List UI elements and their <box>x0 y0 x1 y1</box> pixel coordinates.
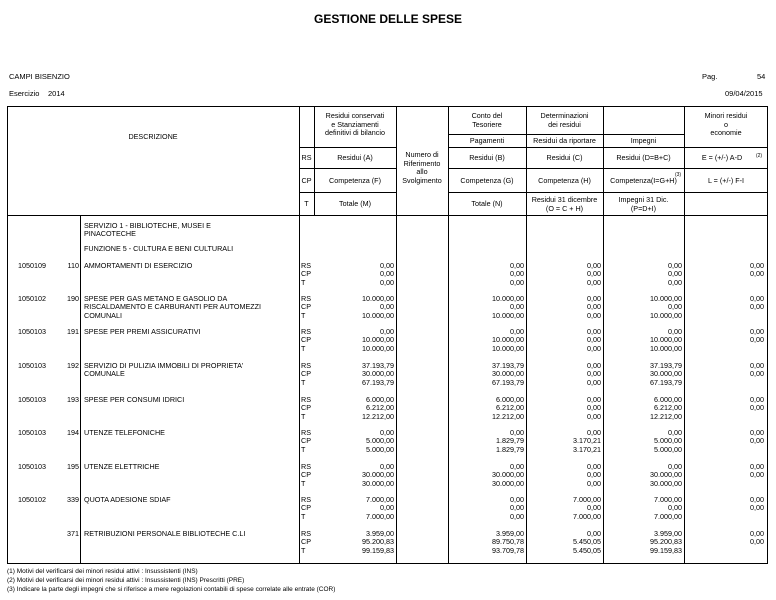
header-competenza-g: Competenza (G) <box>460 176 514 185</box>
header-descrizione: DESCRIZIONE <box>128 132 178 141</box>
row-type-t: T <box>301 343 306 353</box>
row-value-e: 0,00 <box>750 428 764 437</box>
row-value-c: 0,00 <box>587 470 601 480</box>
row-value-d: 95.200,83 <box>650 537 682 547</box>
row-value-e: 0,00 <box>750 495 764 504</box>
footnote: (1) Motivi del verificarsi dei minori residui attivi : Insussistenti (INS) <box>7 568 198 575</box>
row-value-a: 0,00 <box>380 327 394 336</box>
divider <box>299 192 396 193</box>
row-type-rs: RS <box>301 361 311 370</box>
row-value-a: 67.193,79 <box>362 377 394 387</box>
row-value-c: 0,00 <box>587 428 601 437</box>
page-title: GESTIONE DELLE SPESE <box>313 12 463 26</box>
row-value-d: 10.000,00 <box>650 335 682 345</box>
row-description: SERVIZIO DI PULIZIA IMMOBILI DI PROPRIETA' <box>84 361 244 370</box>
row-value-b: 0,00 <box>510 277 524 287</box>
row-value-e: 0,00 <box>750 403 764 413</box>
row-value-c: 0,00 <box>587 361 601 370</box>
row-value-d: 0,00 <box>668 302 682 312</box>
row-value-a: 30.000,00 <box>362 470 394 480</box>
row-value-b: 10.000,00 <box>492 294 524 303</box>
row-type-rs: RS <box>301 294 311 303</box>
header-line: (O = C + H) <box>545 203 584 213</box>
row-value-a: 7.000,00 <box>366 495 394 504</box>
row-value-d: 30.000,00 <box>650 470 682 480</box>
header-residui-31 <box>526 196 603 213</box>
row-value-d: 0,00 <box>668 503 682 513</box>
row-value-d: 0,00 <box>668 428 682 437</box>
row-value-b: 0,00 <box>510 511 524 521</box>
row-value-d: 30.000,00 <box>650 369 682 379</box>
row-type-cp: CP <box>301 470 311 480</box>
row-description: SPESE PER GAS METANO E GASOLIO DA <box>84 294 228 303</box>
row-value-c: 0,00 <box>587 411 601 421</box>
row-value-b: 6.000,00 <box>496 395 524 404</box>
header-line: Residui conservati <box>325 111 385 120</box>
row-description: RETRIBUZIONI PERSONALE BIBLIOTECHE C.LI <box>84 529 246 538</box>
row-value-a: 37.193,79 <box>362 361 394 370</box>
row-value-c: 0,00 <box>587 327 601 336</box>
header-l-formula: L = (+/-) F-I <box>707 176 745 185</box>
header-residui-a: Residui (A) <box>337 153 373 162</box>
header-cp: CP <box>301 176 312 185</box>
row-value-c: 0,00 <box>587 269 601 279</box>
row-description: RISCALDAMENTO E CARBURANTI PER AUTOMEZZI <box>84 302 262 312</box>
row-value-b: 93.709,78 <box>492 545 524 555</box>
row-value-e: 0,00 <box>750 302 764 312</box>
header-conto-tesoriere <box>448 112 526 129</box>
row-value-c: 0,00 <box>587 294 601 303</box>
header-competenza-h: Competenza (H) <box>538 176 591 185</box>
row-value-c: 3.170,21 <box>573 444 601 454</box>
row-description: AMMORTAMENTI DI ESERCIZIO <box>84 261 193 270</box>
row-number: 193 <box>67 395 79 404</box>
row-value-b: 30.000,00 <box>492 470 524 480</box>
row-value-d: 99.159,83 <box>650 545 682 555</box>
header-line: Numero di <box>405 150 439 159</box>
row-type-cp: CP <box>301 335 311 345</box>
row-type-rs: RS <box>301 428 311 437</box>
row-number: 194 <box>67 428 79 437</box>
row-value-a: 0,00 <box>380 277 394 287</box>
row-value-a: 0,00 <box>380 302 394 312</box>
row-value-e: 0,00 <box>750 470 764 480</box>
row-value-b: 37.193,79 <box>492 361 524 370</box>
row-value-e: 0,00 <box>750 335 764 345</box>
row-code: 1050103 <box>18 462 46 471</box>
row-value-d: 10.000,00 <box>650 294 682 303</box>
row-value-a: 6.000,00 <box>366 395 394 404</box>
row-value-a: 7.000,00 <box>366 511 394 521</box>
row-value-c: 0,00 <box>587 277 601 287</box>
row-code: 1050103 <box>18 361 46 370</box>
row-value-a: 95.200,83 <box>362 537 394 547</box>
row-type-t: T <box>301 478 306 488</box>
row-value-b: 1.829,79 <box>496 436 524 446</box>
row-value-c: 0,00 <box>587 529 601 538</box>
header-totale-m: Totale (M) <box>339 199 371 208</box>
section-servizio <box>84 222 211 239</box>
header-minori-residui <box>684 112 768 138</box>
row-code: 1050103 <box>18 395 46 404</box>
row-value-a: 0,00 <box>380 261 394 270</box>
row-type-rs: RS <box>301 327 311 336</box>
row-number: 110 <box>67 261 79 270</box>
report-date: 09/04/2015 <box>725 89 763 98</box>
section-funzione: FUNZIONE 5 - CULTURA E BENI CULTURALI <box>84 244 234 253</box>
footnote: (2) Motivi del verificarsi dei minori residui attivi : Insussistenti (INS) Prescritti (PRE) <box>7 577 245 584</box>
row-value-d: 5.000,00 <box>654 444 682 454</box>
entity-name: CAMPI BISENZIO <box>9 72 70 81</box>
row-value-c: 0,00 <box>587 462 601 471</box>
row-type-cp: CP <box>301 537 311 547</box>
header-line: Impegni 31 Dic. <box>618 195 669 204</box>
header-e-formula: E = (+/-) A-D <box>701 153 743 162</box>
row-value-b: 0,00 <box>510 462 524 471</box>
row-value-c: 0,00 <box>587 302 601 312</box>
footnote: (3) Indicare la parte degli impegni che si riferisce a mere regolazioni contabili di spese correlate alle entrate (COR) <box>7 586 336 593</box>
header-line: Minori residui <box>704 111 748 120</box>
row-value-e: 0,00 <box>750 369 764 379</box>
row-value-b: 12.212,00 <box>492 411 524 421</box>
row-value-d: 7.000,00 <box>654 511 682 521</box>
row-type-cp: CP <box>301 503 311 513</box>
row-value-b: 3.959,00 <box>496 529 524 538</box>
header-residui-c: Residui (C) <box>546 153 583 162</box>
row-value-d: 0,00 <box>668 277 682 287</box>
row-value-b: 30.000,00 <box>492 369 524 379</box>
row-type-cp: CP <box>301 436 311 446</box>
header-line: Svolgimento <box>402 175 442 185</box>
header-residui-conservati <box>314 112 396 138</box>
row-value-b: 0,00 <box>510 503 524 513</box>
row-description: COMUNALE <box>84 369 125 379</box>
row-value-c: 0,00 <box>587 395 601 404</box>
header-line: dei residui <box>548 119 581 129</box>
section-line: SERVIZIO 1 - BIBLIOTECHE, MUSEI E <box>84 221 211 230</box>
row-type-t: T <box>301 277 306 287</box>
row-code: 1050103 <box>18 428 46 437</box>
header-numero-riferimento <box>396 151 448 185</box>
divider <box>299 147 396 148</box>
row-value-d: 0,00 <box>668 462 682 471</box>
row-value-b: 89.750,78 <box>492 537 524 547</box>
header-residui-d: Residui (D=B+C) <box>616 153 671 162</box>
row-value-a: 99.159,83 <box>362 545 394 555</box>
row-value-a: 30.000,00 <box>362 369 394 379</box>
header-line: Tesoriere <box>472 119 502 129</box>
divider <box>448 147 768 148</box>
row-value-c: 3.170,21 <box>573 436 601 446</box>
row-value-c: 5.450,05 <box>573 545 601 555</box>
row-number: 191 <box>67 327 79 336</box>
row-description: COMUNALI <box>84 310 122 320</box>
header-impegni-31 <box>603 196 684 213</box>
row-value-b: 30.000,00 <box>492 478 524 488</box>
row-value-b: 0,00 <box>510 495 524 504</box>
header-residui-da-riportare: Residui da riportare <box>533 136 596 145</box>
row-value-e: 0,00 <box>750 294 764 303</box>
row-value-c: 7.000,00 <box>573 495 601 504</box>
header-line: allo <box>416 167 428 176</box>
row-number: 371 <box>67 529 79 538</box>
row-type-t: T <box>301 310 306 320</box>
header-totale-n: Totale (N) <box>471 199 503 208</box>
header-e-note: (2) <box>755 153 763 159</box>
row-code: 1050102 <box>18 294 46 303</box>
row-description: SPESE PER PREMI ASSICURATIVI <box>84 327 201 336</box>
row-value-b: 67.193,79 <box>492 377 524 387</box>
row-description: QUOTA ADESIONE SDIAF <box>84 495 171 504</box>
row-code: 1050103 <box>18 327 46 336</box>
row-value-e: 0,00 <box>750 269 764 279</box>
divider <box>448 168 768 169</box>
header-competenza-i: Competenza(I=G+H) <box>610 176 677 185</box>
row-value-d: 0,00 <box>668 327 682 336</box>
row-value-d: 5.000,00 <box>654 436 682 446</box>
row-value-e: 0,00 <box>750 436 764 446</box>
row-value-b: 10.000,00 <box>492 310 524 320</box>
row-value-c: 0,00 <box>587 310 601 320</box>
page-number: 54 <box>757 72 766 81</box>
row-value-d: 6.000,00 <box>654 395 682 404</box>
row-value-a: 12.212,00 <box>362 411 394 421</box>
exercise-label: Esercizio <box>9 89 40 98</box>
header-line: Residui 31 dicembre <box>531 195 598 204</box>
row-value-b: 10.000,00 <box>492 335 524 345</box>
row-value-b: 10.000,00 <box>492 343 524 353</box>
header-i-note: (3) <box>674 172 682 178</box>
header-t: T <box>304 199 309 208</box>
row-value-d: 6.212,00 <box>654 403 682 413</box>
row-value-a: 3.959,00 <box>366 529 394 538</box>
row-value-e: 0,00 <box>750 462 764 471</box>
row-value-d: 0,00 <box>668 269 682 279</box>
row-type-rs: RS <box>301 462 311 471</box>
header-impegni: Impegni <box>630 136 657 145</box>
exercise-year: 2014 <box>48 89 65 98</box>
row-value-d: 0,00 <box>668 261 682 270</box>
row-type-t: T <box>301 444 306 454</box>
row-value-d: 3.959,00 <box>654 529 682 538</box>
row-type-cp: CP <box>301 403 311 413</box>
row-type-cp: CP <box>301 302 311 312</box>
header-determinazioni <box>526 112 603 129</box>
row-value-a: 0,00 <box>380 462 394 471</box>
header-line: o <box>724 119 728 129</box>
row-type-cp: CP <box>301 269 311 279</box>
header-line: Riferimento <box>403 158 441 168</box>
row-type-rs: RS <box>301 495 311 504</box>
row-value-e: 0,00 <box>750 395 764 404</box>
row-value-a: 5.000,00 <box>366 436 394 446</box>
row-value-c: 7.000,00 <box>573 511 601 521</box>
divider <box>448 192 768 193</box>
header-line: (P=D+I) <box>630 203 657 213</box>
row-type-t: T <box>301 411 306 421</box>
row-value-a: 30.000,00 <box>362 478 394 488</box>
row-type-cp: CP <box>301 369 311 379</box>
row-value-b: 0,00 <box>510 327 524 336</box>
row-value-d: 10.000,00 <box>650 310 682 320</box>
row-type-rs: RS <box>301 529 311 538</box>
row-value-c: 0,00 <box>587 369 601 379</box>
row-value-c: 5.450,05 <box>573 537 601 547</box>
section-line: PINACOTECHE <box>84 229 136 239</box>
divider <box>448 134 684 135</box>
row-value-c: 0,00 <box>587 403 601 413</box>
header-line: Determinazioni <box>540 111 589 120</box>
row-value-a: 0,00 <box>380 428 394 437</box>
row-value-e: 0,00 <box>750 537 764 547</box>
row-value-d: 10.000,00 <box>650 343 682 353</box>
row-value-b: 0,00 <box>510 428 524 437</box>
row-number: 192 <box>67 361 79 370</box>
row-value-a: 0,00 <box>380 269 394 279</box>
row-number: 190 <box>67 294 79 303</box>
row-value-c: 0,00 <box>587 335 601 345</box>
row-value-b: 6.212,00 <box>496 403 524 413</box>
row-code: 1050102 <box>18 495 46 504</box>
row-value-e: 0,00 <box>750 503 764 513</box>
row-value-e: 0,00 <box>750 529 764 538</box>
row-value-e: 0,00 <box>750 327 764 336</box>
divider <box>80 216 81 564</box>
row-value-a: 10.000,00 <box>362 310 394 320</box>
row-number: 339 <box>67 495 79 504</box>
row-value-a: 10.000,00 <box>362 335 394 345</box>
header-residui-b: Residui (B) <box>469 153 505 162</box>
row-description: SPESE PER CONSUMI IDRICI <box>84 395 185 404</box>
row-value-b: 0,00 <box>510 269 524 279</box>
header-pagamenti: Pagamenti <box>469 136 505 145</box>
row-type-rs: RS <box>301 395 311 404</box>
row-type-t: T <box>301 377 306 387</box>
row-value-e: 0,00 <box>750 361 764 370</box>
row-value-d: 12.212,00 <box>650 411 682 421</box>
row-value-a: 10.000,00 <box>362 294 394 303</box>
row-value-c: 0,00 <box>587 343 601 353</box>
row-value-c: 0,00 <box>587 478 601 488</box>
header-line: definitivi di bilancio <box>325 128 385 137</box>
row-value-b: 0,00 <box>510 302 524 312</box>
row-type-t: T <box>301 545 306 555</box>
header-line: e Stanziamenti <box>331 119 379 129</box>
row-value-c: 0,00 <box>587 377 601 387</box>
header-competenza-f: Competenza (F) <box>329 176 381 185</box>
row-value-a: 10.000,00 <box>362 343 394 353</box>
row-description: UTENZE ELETTRICHE <box>84 462 160 471</box>
header-line: Conto del <box>471 111 503 120</box>
row-value-b: 0,00 <box>510 261 524 270</box>
header-line: economie <box>710 128 742 137</box>
row-value-a: 5.000,00 <box>366 444 394 454</box>
row-type-rs: RS <box>301 261 311 270</box>
row-value-d: 7.000,00 <box>654 495 682 504</box>
row-type-t: T <box>301 511 306 521</box>
row-value-d: 30.000,00 <box>650 478 682 488</box>
row-value-a: 0,00 <box>380 503 394 513</box>
row-value-d: 37.193,79 <box>650 361 682 370</box>
row-value-c: 0,00 <box>587 261 601 270</box>
row-number: 195 <box>67 462 79 471</box>
row-value-c: 0,00 <box>587 503 601 513</box>
row-description: UTENZE TELEFONICHE <box>84 428 165 437</box>
row-value-d: 67.193,79 <box>650 377 682 387</box>
page-label: Pag. <box>702 72 718 81</box>
row-value-e: 0,00 <box>750 261 764 270</box>
row-code: 1050109 <box>18 261 46 270</box>
header-rs: RS <box>301 153 312 162</box>
divider <box>299 168 396 169</box>
row-value-a: 6.212,00 <box>366 403 394 413</box>
row-value-b: 1.829,79 <box>496 444 524 454</box>
